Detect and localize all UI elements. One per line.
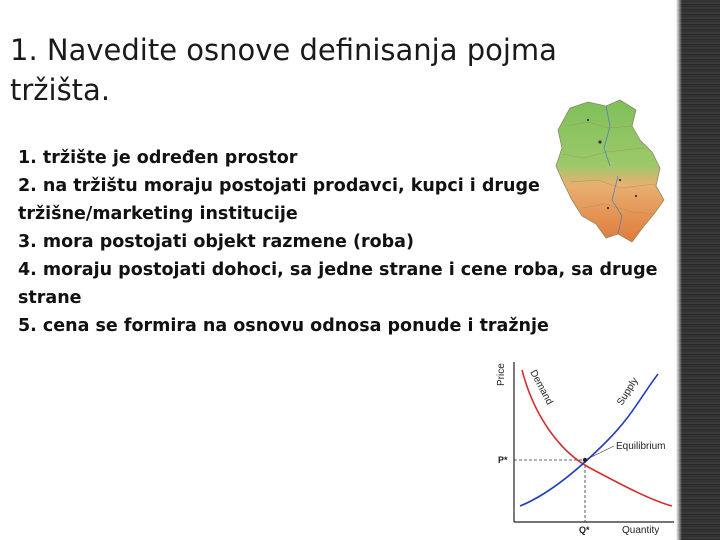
title-line-2: tržišta. — [10, 73, 111, 107]
demand-label: Demand — [527, 368, 555, 407]
point-5: 5. cena se formira na osnovu odnosa ponude i tražnje — [18, 316, 549, 336]
point-4: 4. moraju postojati dohoci, sa jedne strane i cene roba, sa druge — [18, 260, 658, 280]
equilibrium-label: Equilibrium — [616, 441, 666, 452]
point-1: 1. tržište je određen prostor — [18, 148, 298, 168]
title-line-1: 1. Navedite osnove definisanja pojma — [10, 33, 557, 67]
slide-content — [18, 144, 658, 340]
q-star-label: Q* — [579, 525, 590, 535]
y-axis-label: Price — [496, 363, 507, 386]
point-2: 2. na tržištu moraju postojati prodavci, kupci i druge — [18, 176, 540, 196]
p-star-label: P* — [498, 455, 508, 465]
point-2-continued: tržišne/marketing institucije — [18, 204, 298, 224]
point-3: 3. mora postojati objekt razmene (roba) — [18, 232, 414, 252]
decorative-border — [676, 0, 720, 540]
supply-label: Supply — [615, 375, 641, 408]
supply-demand-graph — [490, 356, 676, 540]
x-axis-label: Quantity — [622, 525, 660, 536]
point-4-continued: strane — [18, 288, 82, 308]
